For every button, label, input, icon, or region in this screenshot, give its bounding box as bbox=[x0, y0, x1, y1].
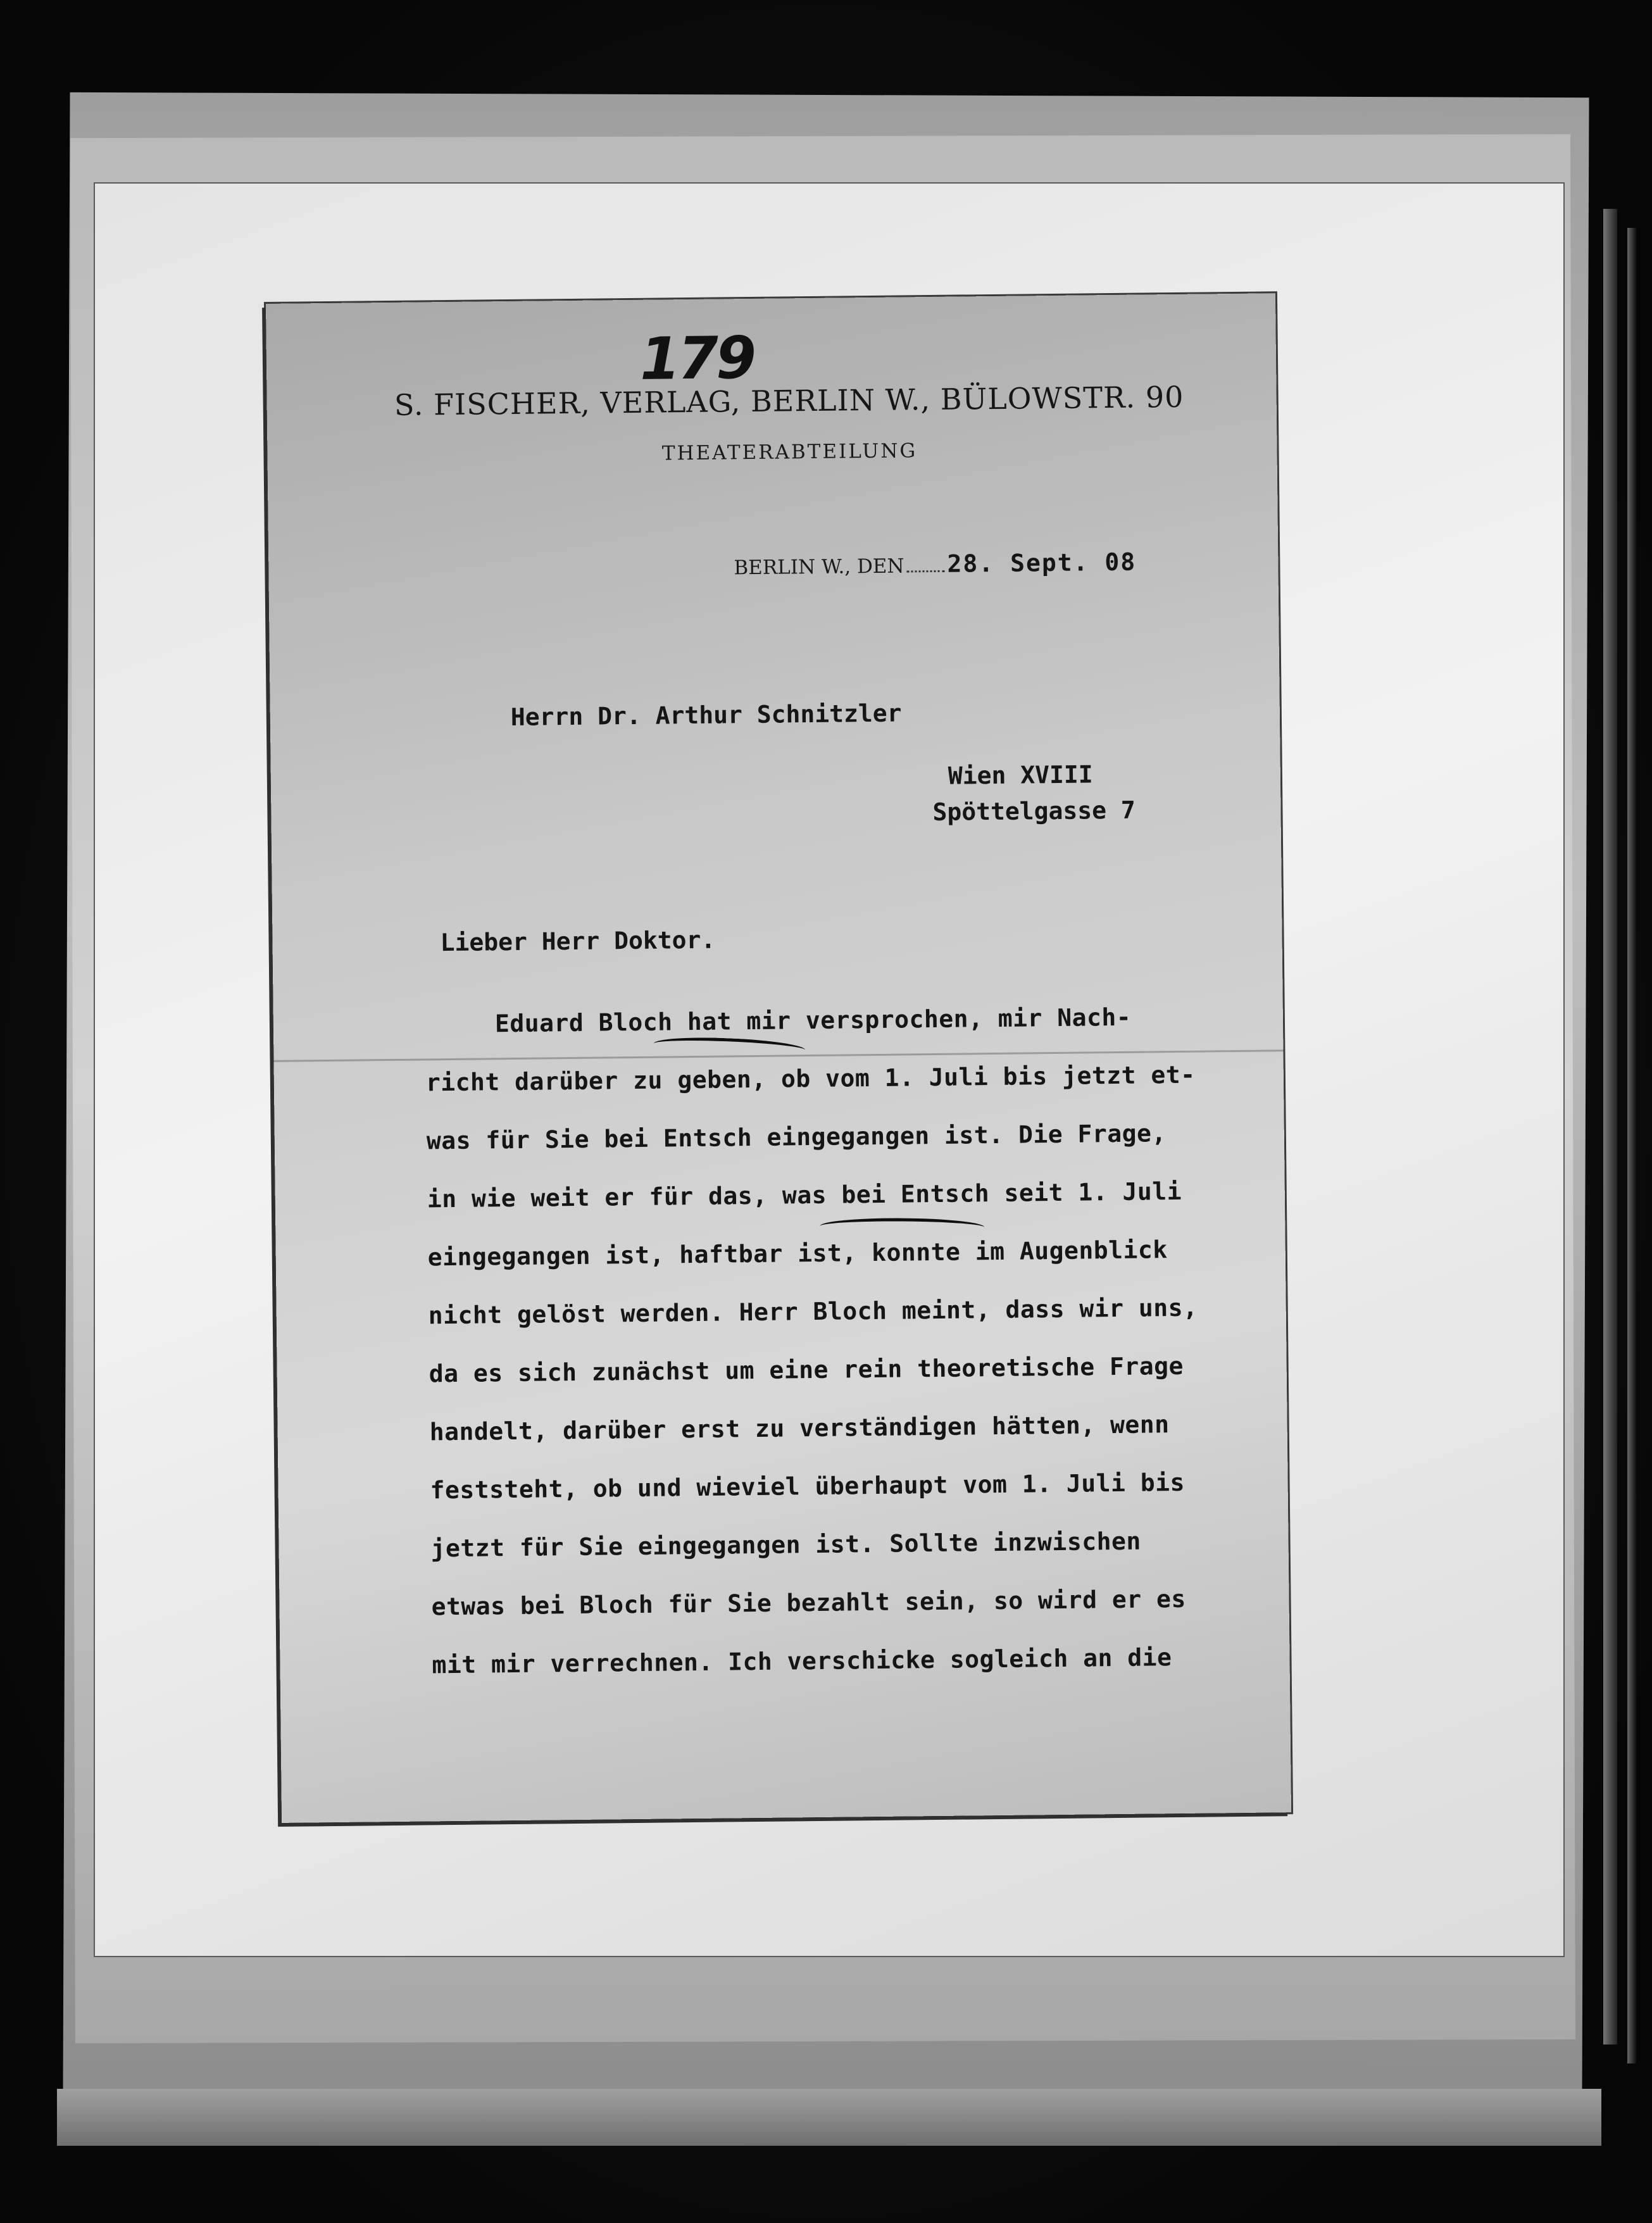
letter-body bbox=[425, 986, 1286, 1694]
page-edge-bottom bbox=[57, 2089, 1601, 2146]
body-line: eingegangen ist, haftbar ist, konnte im Augenblick bbox=[427, 1236, 1168, 1272]
body-line: da es sich zunächst um eine rein theoretische Frage bbox=[429, 1351, 1184, 1388]
body-line: handelt, darüber erst zu verständigen hätten, wenn bbox=[429, 1410, 1170, 1446]
recipient-city: Wien XVIII bbox=[948, 760, 1093, 790]
recipient-street: Spöttelgasse 7 bbox=[932, 796, 1136, 827]
body-line: Eduard Bloch hat mir versprochen, mir Nach- bbox=[494, 1003, 1132, 1038]
body-line: nicht gelöst werden. Herr Bloch meint, dass wir uns, bbox=[428, 1293, 1198, 1330]
letterhead-publisher: S. FISCHER, VERLAG, BERLIN W., BÜLOWSTR. 90 bbox=[394, 379, 1184, 422]
date-line bbox=[734, 548, 1136, 580]
page-edge bbox=[1627, 228, 1636, 2063]
body-line: mit mir verrechnen. Ich verschicke sogleich an die bbox=[432, 1643, 1172, 1679]
recipient-name: Herrn Dr. Arthur Schnitzler bbox=[510, 699, 902, 731]
page-edge bbox=[1603, 209, 1617, 2045]
date-label: BERLIN W., DEN bbox=[734, 554, 904, 580]
dotted-rule bbox=[907, 570, 945, 573]
letter-page bbox=[266, 293, 1291, 1823]
body-line: jetzt für Sie eingegangen ist. Sollte inzwischen bbox=[430, 1527, 1141, 1563]
body-line: etwas bei Bloch für Sie bezahlt sein, so wird er es bbox=[431, 1584, 1187, 1621]
body-line: richt darüber zu geben, ob vom 1. Juli bis jetzt et- bbox=[425, 1060, 1196, 1097]
salutation: Lieber Herr Doktor. bbox=[440, 925, 716, 957]
body-line: feststeht, ob und wieviel überhaupt vom 1. Juli bis bbox=[430, 1468, 1186, 1505]
letterhead-department: THEATERABTEILUNG bbox=[661, 439, 918, 465]
body-line: was für Sie bei Entsch eingegangen ist. Die Frage, bbox=[426, 1119, 1167, 1155]
archive-number: 179 bbox=[639, 323, 754, 393]
body-line: in wie weit er für das, was bei Entsch seit 1. Juli bbox=[427, 1177, 1182, 1213]
date-value: 28. Sept. 08 bbox=[947, 548, 1137, 578]
